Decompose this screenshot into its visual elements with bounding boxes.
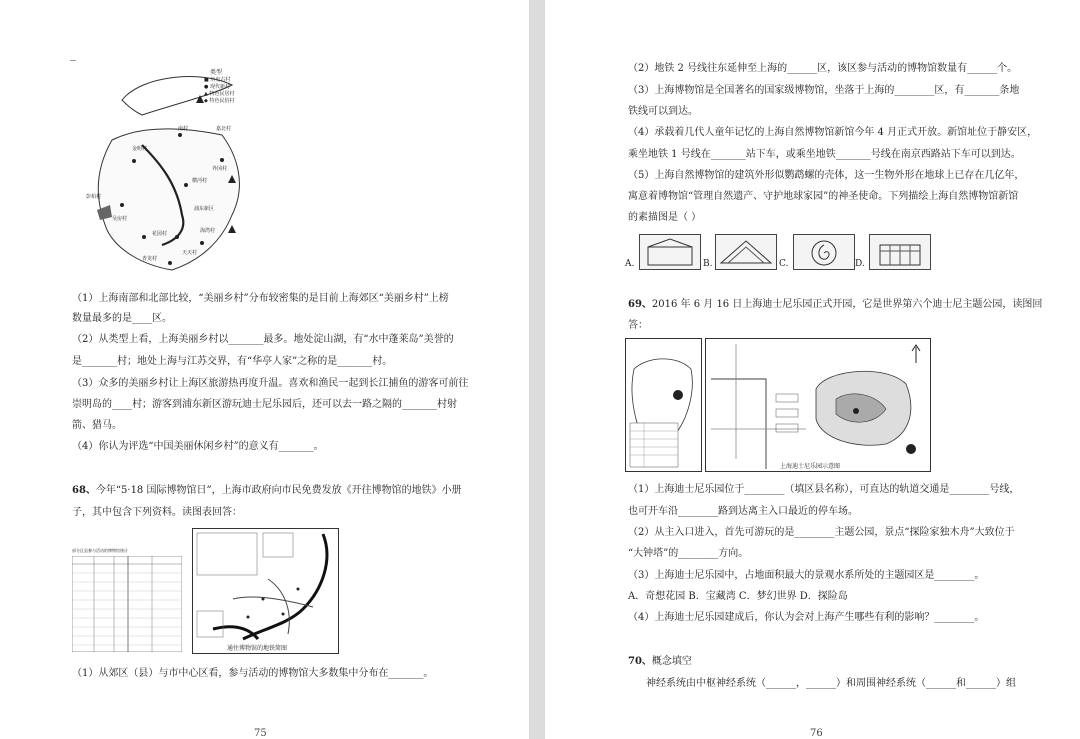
q68-3-line2: 铁线可以到达。 [628, 106, 698, 117]
q69-3: （3）上海迪士尼乐园中，占地面积最大的景观水系所处的主题园区是________。 [628, 570, 985, 581]
legend-item-modern: ● 现代新村 [204, 84, 230, 90]
park-map-caption: 上海迪士尼乐园示意图 [780, 463, 841, 470]
sketch-drawing [870, 235, 930, 269]
q68-2: （2）地铁 2 号线往东延伸至上海的______区，该区参与活动的博物馆数量有______个。 [628, 63, 1018, 74]
map-label: 外冈村 [212, 166, 228, 172]
map-label: 青龙村 [142, 256, 158, 262]
shanghai-villages-map [82, 65, 252, 280]
map-label: 天天村 [182, 250, 198, 256]
page-left [0, 0, 529, 739]
q67-1-line1: （1）上海南部和北部比较，“美丽乡村”分布较密集的是目前上海郊区“美丽乡村”上榜 [72, 293, 449, 304]
q69-stem-text: 2016 年 6 月 16 日上海迪士尼乐园正式开园，它是世界第六个迪士尼主题公园，读图回 [651, 299, 1043, 310]
q69-2-line2: “大钟塔”的________方向。 [628, 548, 749, 559]
table-grid [72, 556, 182, 652]
page-mark [70, 60, 76, 61]
map-label: 吴房村 [112, 216, 128, 222]
option-b-sketch [715, 234, 777, 270]
legend-label: 特色民居村 [209, 91, 235, 97]
q68-stem-line2: 子，其中包含下列资料。读图表回答： [72, 507, 242, 518]
map-label: 横沔村 [192, 178, 208, 184]
q70-number: 70、 [628, 656, 652, 667]
page-number-left: 75 [254, 728, 267, 739]
legend-title: 类型 [210, 69, 223, 76]
q67-4: （4）你认为评选“中国美丽休闲乡村”的意义有_______。 [72, 441, 324, 452]
q68-4-line1: （4）承载着几代人童年记忆的上海自然博物馆新馆今年 4 月正式开放。新馆址位于静安区， [628, 127, 1038, 138]
q67-2-line1: （2）从类型上看，上海美丽乡村以_______最多。地处淀山湖，有“水中蓬莱岛”美誉的 [72, 334, 454, 345]
q70-stem [628, 655, 692, 669]
q69-number: 69、 [628, 299, 652, 310]
metro-map-caption: 通往博物馆的地铁简图 [227, 645, 288, 652]
q68-stem-text: 今年“5·18 国际博物馆日”，上海市政府向市民免费发放《开往博物馆的地铁》小册 [95, 485, 462, 496]
q70-line1: 神经系统由中枢神经系统（______，______）和周围神经系统（______和______）组 [646, 678, 1016, 689]
museum-metro-map [192, 528, 339, 654]
metro-map-drawing [193, 529, 338, 653]
option-c-sketch [793, 234, 855, 270]
q69-2-line1: （2）从主入口进入，首先可游玩的是________主题公园，景点“探险家独木舟”大致位于 [628, 527, 1015, 538]
q69-4: （4）上海迪士尼乐园建成后，你认为会对上海产生哪些有利的影响？________。 [628, 612, 985, 623]
option-a-sketch [639, 234, 701, 270]
q69-stem-line1 [628, 298, 1042, 312]
legend-label: 特色民俗村 [209, 98, 235, 104]
legend-item-folk: ◆ 特色民俗村 [204, 98, 235, 104]
page-gutter [529, 0, 545, 739]
q69-stem-line2: 答： [628, 320, 648, 331]
q68-5-line3: 的素描图是（ ） [628, 212, 702, 223]
map-label: 花园村 [152, 231, 168, 237]
q69-1-line1: （1）上海迪士尼乐园位于________（填区县名称），可直达的轨道交通是________号线， [628, 484, 1020, 495]
option-a-label: A. [625, 259, 635, 269]
table-title: 部分区县参与活动的博物馆统计 [72, 548, 128, 553]
legend-label: 历史古村 [210, 77, 231, 83]
legend-item-residence: ▲ 特色民居村 [204, 91, 235, 97]
q68-number: 68、 [72, 485, 96, 496]
map-label: 金明村 [132, 146, 148, 152]
legend-label: 现代新村 [209, 84, 230, 90]
sketch-drawing [716, 235, 776, 269]
q68-5-line2: 寓意着博物馆“管理自然遗产、守护地球家园”的神圣使命。下列描绘上海自然博物馆新馆 [628, 191, 1019, 202]
page-right [545, 0, 1080, 739]
museum-count-table [72, 548, 182, 652]
q68-5-line1: （5）上海自然博物馆的建筑外形似鹦鹉螺的壳体，这一生物外形在地球上已存在几亿年， [628, 170, 1025, 181]
option-b-label: B. [703, 259, 713, 269]
q67-1-line2: 数量最多的是____区。 [72, 313, 172, 324]
option-d-label: D. [855, 259, 865, 269]
park-map-drawing [706, 339, 930, 471]
q69-3-options: A．奇想花园 B．宝藏湾 C．梦幻世界 D．探险岛 [628, 591, 848, 602]
option-c-label: C. [779, 259, 789, 269]
disney-park-map [705, 338, 931, 472]
q67-3-line1: （3）众多的美丽乡村让上海区旅游热再度升温。喜欢和渔民一起到长江捕鱼的游客可前往 [72, 378, 469, 389]
q68-3-line1: （3）上海博物馆是全国著名的国家级博物馆，坐落于上海的________区，有_______条地 [628, 85, 1020, 96]
option-d-sketch [869, 234, 931, 270]
q70-title: 概念填空 [651, 656, 692, 667]
disney-locator-map [625, 338, 702, 472]
q67-3-line3: 箭、猎马。 [72, 420, 122, 431]
q68-stem-line1 [72, 484, 462, 498]
q67-2-line2: 是_______村；地处上海与江苏交界，有“华亭人家”之称的是_______村。 [72, 356, 393, 367]
map-label: 彭柏村 [86, 194, 102, 200]
page-number-right: 76 [810, 728, 823, 739]
map-label: 南村 [178, 126, 189, 132]
q68-4-line2: 乘坐地铁 1 号线在_______站下车，或乘坐地铁_______号线在南京西路站下车可以到达。 [628, 149, 1021, 160]
map-label: 嘉北村 [216, 126, 232, 132]
sketch-drawing [640, 235, 700, 269]
q67-3-line2: 崇明岛的____村；游客到浦东新区游玩迪士尼乐园后，还可以去一路之隔的_______村射 [72, 399, 457, 410]
q68-1: （1）从郊区（县）与市中心区看，参与活动的博物馆大多数集中分布在_______。 [72, 668, 434, 679]
q69-1-line2: 也可开车沿________路到达离主入口最近的停车场。 [628, 506, 858, 517]
legend-item-historic: ■ 历史古村 [204, 77, 231, 83]
map-label: 海湾村 [200, 228, 216, 234]
sketch-drawing [794, 235, 854, 269]
locator-map-drawing [626, 339, 701, 471]
map-label: 浦东新区 [194, 206, 215, 212]
